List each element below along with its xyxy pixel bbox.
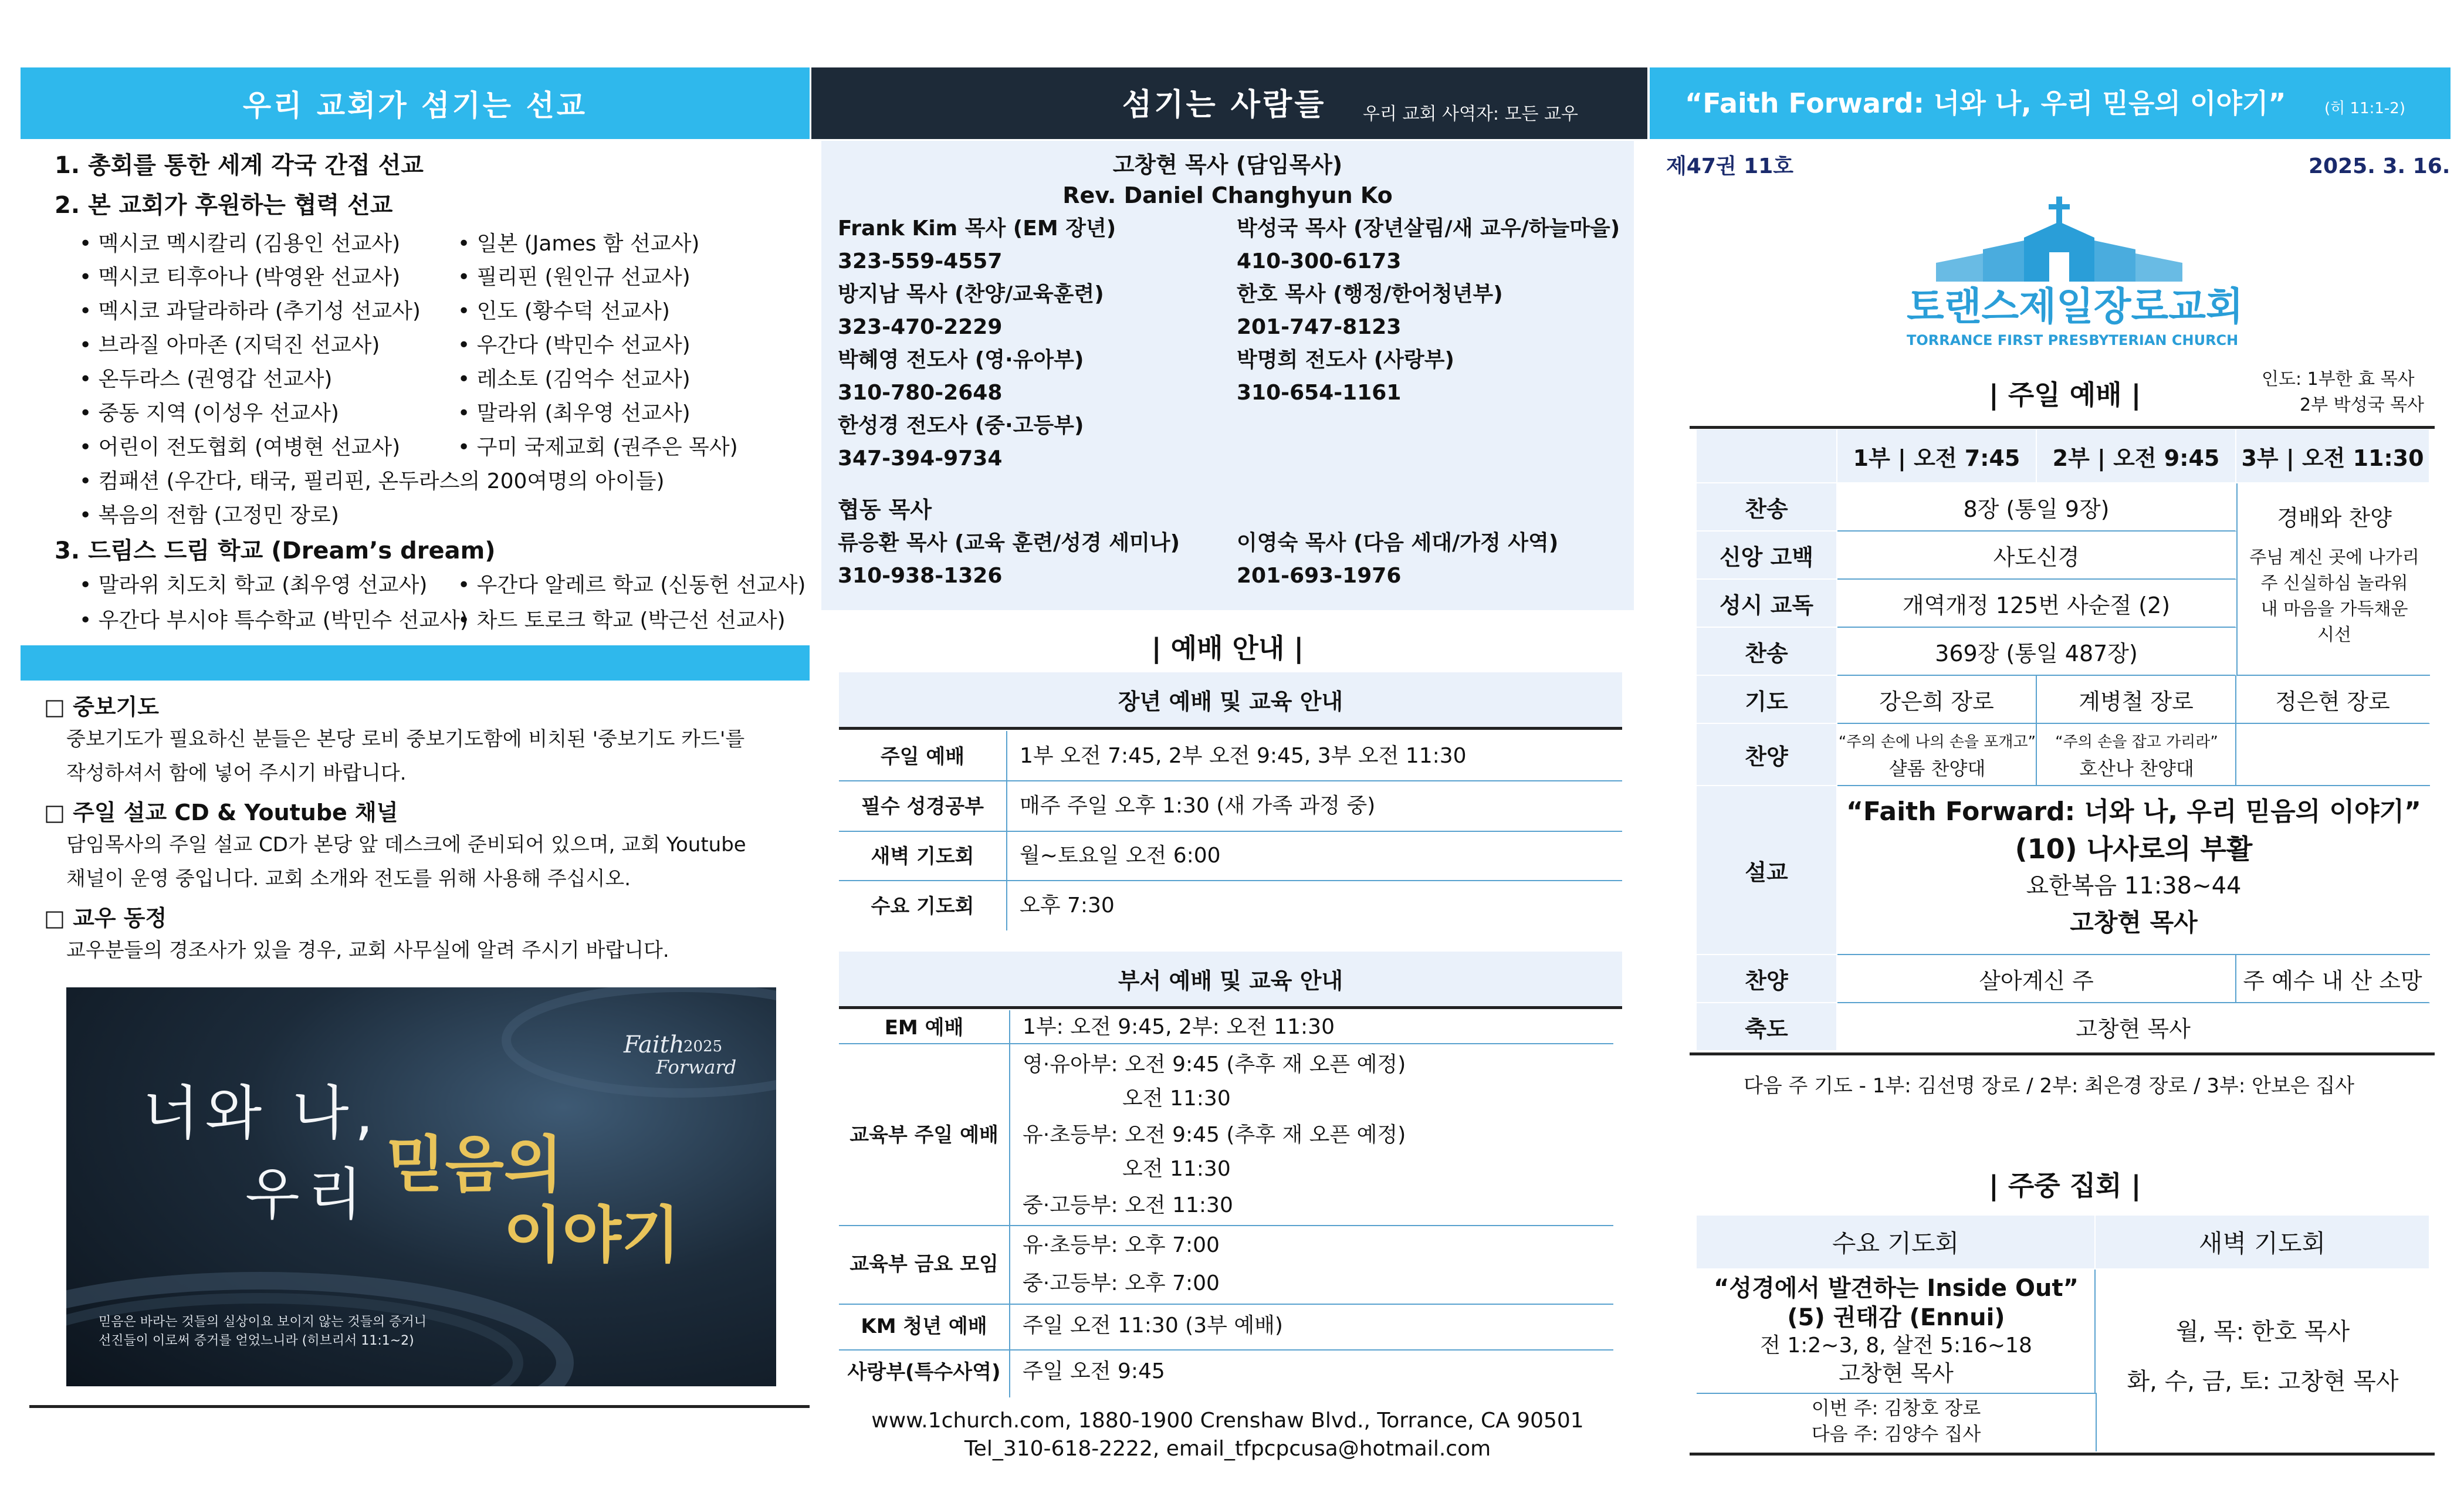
praise-song: 내 마음을 가득채운 <box>2260 599 2408 620</box>
associate-right-name: 이영숙 목사 (다음 세대/가정 사역) <box>1237 531 1559 555</box>
choir-2-song: “주의 손을 잡고 가리라” <box>2055 733 2218 751</box>
praise-song: 주 신실하심 놀라워 <box>2260 573 2408 594</box>
row-value: 월~토요일 오전 6:00 <box>1020 844 1221 868</box>
hymn-value: 8장 (통일 9장) <box>1837 483 2236 532</box>
left-divider-bar <box>21 645 810 681</box>
edu-friday-line: 유·초등부: 오후 7:00 <box>1023 1233 1220 1257</box>
praise-song: 주님 계신 곳에 나가리 <box>2249 547 2419 568</box>
associate-right-phone: 201-693-1976 <box>1237 564 1402 588</box>
prayer-line-1: 중보기도가 필요하신 분들은 본당 로비 중보기도함에 비치된 '중보기도 카드'를 <box>66 727 745 751</box>
row-divider <box>839 880 1622 881</box>
prayer-1: 강은희 장로 <box>1837 676 2037 724</box>
edu-line: 중·고등부: 오전 11:30 <box>1023 1193 1233 1217</box>
col-header-1: 1부 | 오전 7:45 <box>1837 429 2037 483</box>
sermon-label: 설교 <box>1697 786 1837 955</box>
missions-header-text: 우리 교회가 섬기는 선교 <box>242 89 588 123</box>
photo-title-3: 믿음의 <box>386 1129 563 1200</box>
list-item: • 멕시코 과달라하라 (추기성 선교사) <box>79 299 421 323</box>
photo-verse-2: 선진들이 이로써 증거를 얻었느니라 (히브리서 11:1~2) <box>99 1333 414 1348</box>
staff-name: 박혜영 전도사 (영·유아부) <box>838 348 1084 372</box>
missions-header <box>21 67 810 139</box>
church-name-ko: 토랜스제일장로교회 <box>1907 284 2243 329</box>
list-item: • 멕시코 멕시칼리 (김용인 선교사) <box>79 232 401 256</box>
bulletin-date: 2025. 3. 16. <box>2309 154 2451 178</box>
staff-name: 박명희 전도사 (사랑부) <box>1237 348 1454 372</box>
member-news-title: □ 교우 동정 <box>44 905 167 931</box>
list-item: • 구미 국제교회 (권주은 목사) <box>458 435 738 459</box>
theme-photo <box>66 987 776 1386</box>
wed-prayer-cell <box>1697 1270 2096 1393</box>
mission-section-2: 2. 본 교회가 후원하는 협력 선교 <box>55 192 393 219</box>
edu-line: 유·초등부: 오전 9:45 (추후 재 오픈 예정) <box>1023 1123 1406 1147</box>
third-service-praise <box>2236 483 2430 676</box>
choir-label: 찬양 <box>1697 724 1837 786</box>
list-item: • 우간다 알레르 학교 (신동헌 선교사) <box>458 573 806 597</box>
associate-title: 협동 목사 <box>838 497 932 523</box>
weekly-meetings-title: | 주중 집회 | <box>1989 1170 2141 1201</box>
sunday-worship-title: | 주일 예배 | <box>1989 379 2141 411</box>
staff-phone: 347-394-9734 <box>838 446 1003 471</box>
photo-title-2: 우리 <box>245 1162 371 1227</box>
creed-value: 사도신경 <box>1837 532 2236 580</box>
praise-title: 경배와 찬양 <box>2277 505 2392 531</box>
worship-leader-1: 인도: 1부한 효 목사 <box>2262 369 2415 390</box>
sunday-table-top-rule <box>1690 426 2435 429</box>
mission-section-3: 3. 드림스 드림 학교 (Dream’s dream) <box>55 537 496 564</box>
row-divider <box>839 1043 1613 1044</box>
wed-title: (5) 권태감 (Ennui) <box>1787 1304 2005 1331</box>
photo-year: 2025 <box>683 1038 723 1055</box>
dawn-prayer-header: 새벽 기도회 <box>2096 1216 2430 1270</box>
staff-name: 방지남 목사 (찬양/교육훈련) <box>838 282 1104 306</box>
adult-worship-subheader <box>839 672 1622 730</box>
psalm-value: 개역개정 125번 사순절 (2) <box>1837 580 2236 628</box>
church-name-en: TORRANCE FIRST PRESBYTERIAN CHURCH <box>1907 332 2239 348</box>
dawn-line-1: 월, 목: 한호 목사 <box>2175 1318 2350 1345</box>
choir-2 <box>2037 724 2236 786</box>
dept-table-divider <box>1009 1010 1010 1397</box>
staff-name: 한호 목사 (행정/한어청년부) <box>1237 282 1503 306</box>
hymn-label: 찬송 <box>1697 483 1837 532</box>
list-item: • 멕시코 티후아나 (박영완 선교사) <box>79 265 401 289</box>
row-divider <box>1697 1393 2096 1394</box>
sermon-series: “Faith Forward: 너와 나, 우리 믿음의 이야기” <box>1846 797 2421 827</box>
wed-prayer-header: 수요 기도회 <box>1697 1216 2096 1270</box>
hymn2-label: 찬송 <box>1697 628 1837 676</box>
wed-scripture: 전 1:2~3, 8, 살전 5:16~18 <box>1760 1333 2032 1358</box>
wed-preacher: 고창현 목사 <box>1839 1360 1954 1386</box>
creed-label: 신앙 고백 <box>1697 532 1837 580</box>
theme-header-ref: (히 11:1-2) <box>2324 100 2405 117</box>
prayer-3: 정은현 장로 <box>2236 676 2430 724</box>
list-item: • 레소토 (김억수 선교사) <box>458 367 691 391</box>
row-value: 매주 주일 오후 1:30 (새 가족 과정 중) <box>1020 794 1376 818</box>
prayer-title: □ 중보기도 <box>44 694 159 720</box>
row-label: 주일 예배 <box>880 745 965 769</box>
member-news-line: 교우분들의 경조사가 있을 경우, 교회 사무실에 알려 주시기 바랍니다. <box>66 939 669 962</box>
choir-1-song: “주의 손에 나의 손을 포개고” <box>1838 733 2036 751</box>
staff-phone: 410-300-6173 <box>1237 249 1402 273</box>
choir-3 <box>2236 724 2430 786</box>
associate-left-name: 류응환 목사 (교육 훈련/성경 세미나) <box>838 531 1180 555</box>
theme-header <box>1650 67 2451 139</box>
church-logo <box>1907 194 2243 352</box>
staff-name: Frank Kim 목사 (EM 장년) <box>838 216 1116 241</box>
row-label: 새벽 기도회 <box>871 845 974 868</box>
adult-worship-subheader-text: 장년 예배 및 교육 안내 <box>1118 689 1343 715</box>
sermon-cd-line-1: 담임목사의 주일 설교 CD가 본당 앞 데스크에 준비되어 있으며, 교회 Youtube <box>66 833 746 857</box>
dept-worship-subheader-text: 부서 예배 및 교육 안내 <box>1118 968 1343 994</box>
edu-line: 오전 11:30 <box>1122 1087 1231 1111</box>
staff-phone: 310-780-2648 <box>838 381 1003 405</box>
row-label: 필수 성경공부 <box>861 795 984 818</box>
staff-phone: 201-747-8123 <box>1237 315 1402 339</box>
compassion-item: • 컴패션 (우간다, 태국, 필리핀, 온두라스의 200여명의 아이들) <box>79 469 665 493</box>
hymn2-value: 369장 (통일 487장) <box>1837 628 2236 676</box>
wed-series: “성경에서 발견하는 Inside Out” <box>1714 1275 2079 1302</box>
wed-next-week: 다음 주: 김양수 집사 <box>1811 1423 1981 1445</box>
sermon-scripture: 요한복음 11:38~44 <box>2026 872 2242 899</box>
choir-2-name: 호산나 찬양대 <box>2079 757 2194 780</box>
row-label: 수요 기도회 <box>871 895 974 918</box>
staff-phone: 323-470-2229 <box>838 315 1003 339</box>
closing-hymn-12: 살아계신 주 <box>1837 955 2236 1003</box>
weekly-divider <box>2096 1393 2097 1451</box>
staff-header-sub: 우리 교회 사역자: 모든 교우 <box>1363 104 1579 124</box>
gospel-band-item: • 복음의 전함 (고정민 장로) <box>79 503 339 527</box>
footer-contact: Tel_310-618-2222, email_tfpcpcusa@hotmail.com <box>964 1437 1491 1461</box>
col-header-2: 2부 | 오전 9:45 <box>2037 429 2236 483</box>
footer-address: www.1church.com, 1880-1900 Crenshaw Blvd., Torrance, CA 90501 <box>871 1409 1584 1433</box>
sermon-cd-line-2: 채널이 운영 중입니다. 교회 소개와 전도를 위해 사용해 주십시오. <box>66 867 631 891</box>
church-building-icon <box>1907 194 2218 282</box>
em-label: EM 예배 <box>884 1016 964 1040</box>
list-item: • 차드 토로크 학교 (박근선 선교사) <box>458 608 786 632</box>
list-item: • 브라질 아마존 (지덕진 선교사) <box>79 333 380 357</box>
closing-hymn-label: 찬양 <box>1697 955 1837 1003</box>
worship-leader-2: 2부 박성국 목사 <box>2300 395 2425 415</box>
edu-friday-line: 중·고등부: 오후 7:00 <box>1023 1271 1220 1295</box>
love-dept-label: 사랑부(특수사역) <box>847 1360 1001 1384</box>
worship-guide-title: | 예배 안내 | <box>1151 632 1304 664</box>
love-dept-value: 주일 오전 9:45 <box>1023 1359 1165 1383</box>
sermon-title: (10) 나사로의 부활 <box>2015 833 2253 865</box>
sermon-cd-title: □ 주일 설교 CD & Youtube 채널 <box>44 800 398 825</box>
closing-hymn-3: 주 예수 내 산 소망 <box>2236 955 2430 1003</box>
list-item: • 필리핀 (원인규 선교사) <box>458 265 691 289</box>
left-bottom-rule <box>29 1405 810 1408</box>
photo-faith: Faith <box>624 1031 685 1058</box>
psalm-label: 성시 교독 <box>1697 580 1837 628</box>
volume-number: 제47권 11호 <box>1666 154 1794 178</box>
edu-line: 오전 11:30 <box>1122 1157 1231 1181</box>
senior-pastor-ko: 고창현 목사 (담임목사) <box>1112 152 1343 178</box>
row-divider <box>839 1225 1613 1226</box>
km-label: KM 청년 예배 <box>861 1315 987 1338</box>
list-item: • 우간다 부시야 특수학교 (박민수 선교사) <box>79 608 468 632</box>
photo-forward: Forward <box>656 1056 737 1078</box>
senior-pastor-en: Rev. Daniel Changhyun Ko <box>1062 182 1393 208</box>
staff-name: 박성국 목사 (장년살림/새 교우/하늘마을) <box>1237 216 1620 241</box>
dawn-line-2: 화, 수, 금, 토: 고창현 목사 <box>2127 1368 2399 1395</box>
list-item: • 말라위 (최우영 선교사) <box>458 401 691 425</box>
row-value: 오후 7:30 <box>1020 893 1115 918</box>
staff-header <box>811 67 1647 139</box>
praise-song: 시선 <box>2317 625 2351 645</box>
staff-phone: 323-559-4557 <box>838 249 1003 273</box>
choir-1-name: 샬롬 찬양대 <box>1888 757 1986 780</box>
weekly-table-bottom-rule <box>1690 1453 2435 1456</box>
row-divider <box>839 1349 1613 1351</box>
associate-left-phone: 310-938-1326 <box>838 564 1003 588</box>
em-value: 1부: 오전 9:45, 2부: 오전 11:30 <box>1023 1015 1335 1039</box>
edu-line: 영·유아부: 오전 9:45 (추후 재 오픈 예정) <box>1023 1052 1406 1077</box>
list-item: • 우간다 (박민수 선교사) <box>458 333 691 357</box>
dept-worship-subheader <box>839 952 1622 1009</box>
wed-this-week: 이번 주: 김창호 장로 <box>1811 1397 1981 1419</box>
theme-header-text: “Faith Forward: 너와 나, 우리 믿음의 이야기” <box>1685 87 2286 119</box>
edu-sunday-label: 교육부 주일 예배 <box>849 1123 999 1147</box>
km-value: 주일 오전 11:30 (3부 예배) <box>1023 1314 1283 1338</box>
list-item: • 말라위 치도치 학교 (최우영 선교사) <box>79 573 428 597</box>
corner-cell <box>1697 429 1837 483</box>
prayer-label: 기도 <box>1697 676 1837 724</box>
staff-name: 한성경 전도사 (중·고등부) <box>838 414 1084 438</box>
choir-1 <box>1837 724 2037 786</box>
next-week-prayer: 다음 주 기도 - 1부: 김선명 장로 / 2부: 최은경 장로 / 3부: 안보은 집사 <box>1744 1074 2355 1098</box>
edu-friday-label: 교육부 금요 모임 <box>849 1253 999 1276</box>
list-item: • 중동 지역 (이성우 선교사) <box>79 401 339 425</box>
row-divider <box>839 831 1622 832</box>
sermon-preacher: 고창현 목사 <box>2070 908 2198 937</box>
row-divider <box>839 1304 1613 1305</box>
row-value: 1부 오전 7:45, 2부 오전 9:45, 3부 오전 11:30 <box>1020 744 1467 768</box>
prayer-2: 계병철 장로 <box>2037 676 2236 724</box>
row-divider <box>839 780 1622 781</box>
prayer-line-2: 작성하셔서 함에 넣어 주시기 바랍니다. <box>66 761 407 785</box>
list-item: • 일본 (James 함 선교사) <box>458 232 700 256</box>
benediction-value: 고창현 목사 <box>1837 1003 2430 1051</box>
photo-title-4: 이야기 <box>503 1199 681 1271</box>
sermon-cell <box>1837 786 2430 955</box>
list-item: • 인도 (황수덕 선교사) <box>458 299 670 323</box>
benediction-label: 축도 <box>1697 1003 1837 1051</box>
list-item: • 어린이 전도협회 (여병현 선교사) <box>79 435 401 459</box>
sunday-table-bottom-rule <box>1690 1052 2435 1055</box>
mission-section-1: 1. 총회를 통한 세계 각국 간접 선교 <box>55 152 424 179</box>
list-item: • 온두라스 (권영갑 선교사) <box>79 367 333 391</box>
photo-verse-1: 믿음은 바라는 것들의 실상이요 보이지 않는 것들의 증거니 <box>99 1315 427 1329</box>
photo-title-1: 너와 나, <box>143 1079 380 1148</box>
staff-header-text: 섬기는 사람들 <box>1122 87 1326 123</box>
col-header-3: 3부 | 오전 11:30 <box>2236 429 2430 483</box>
staff-phone: 310-654-1161 <box>1237 381 1402 405</box>
